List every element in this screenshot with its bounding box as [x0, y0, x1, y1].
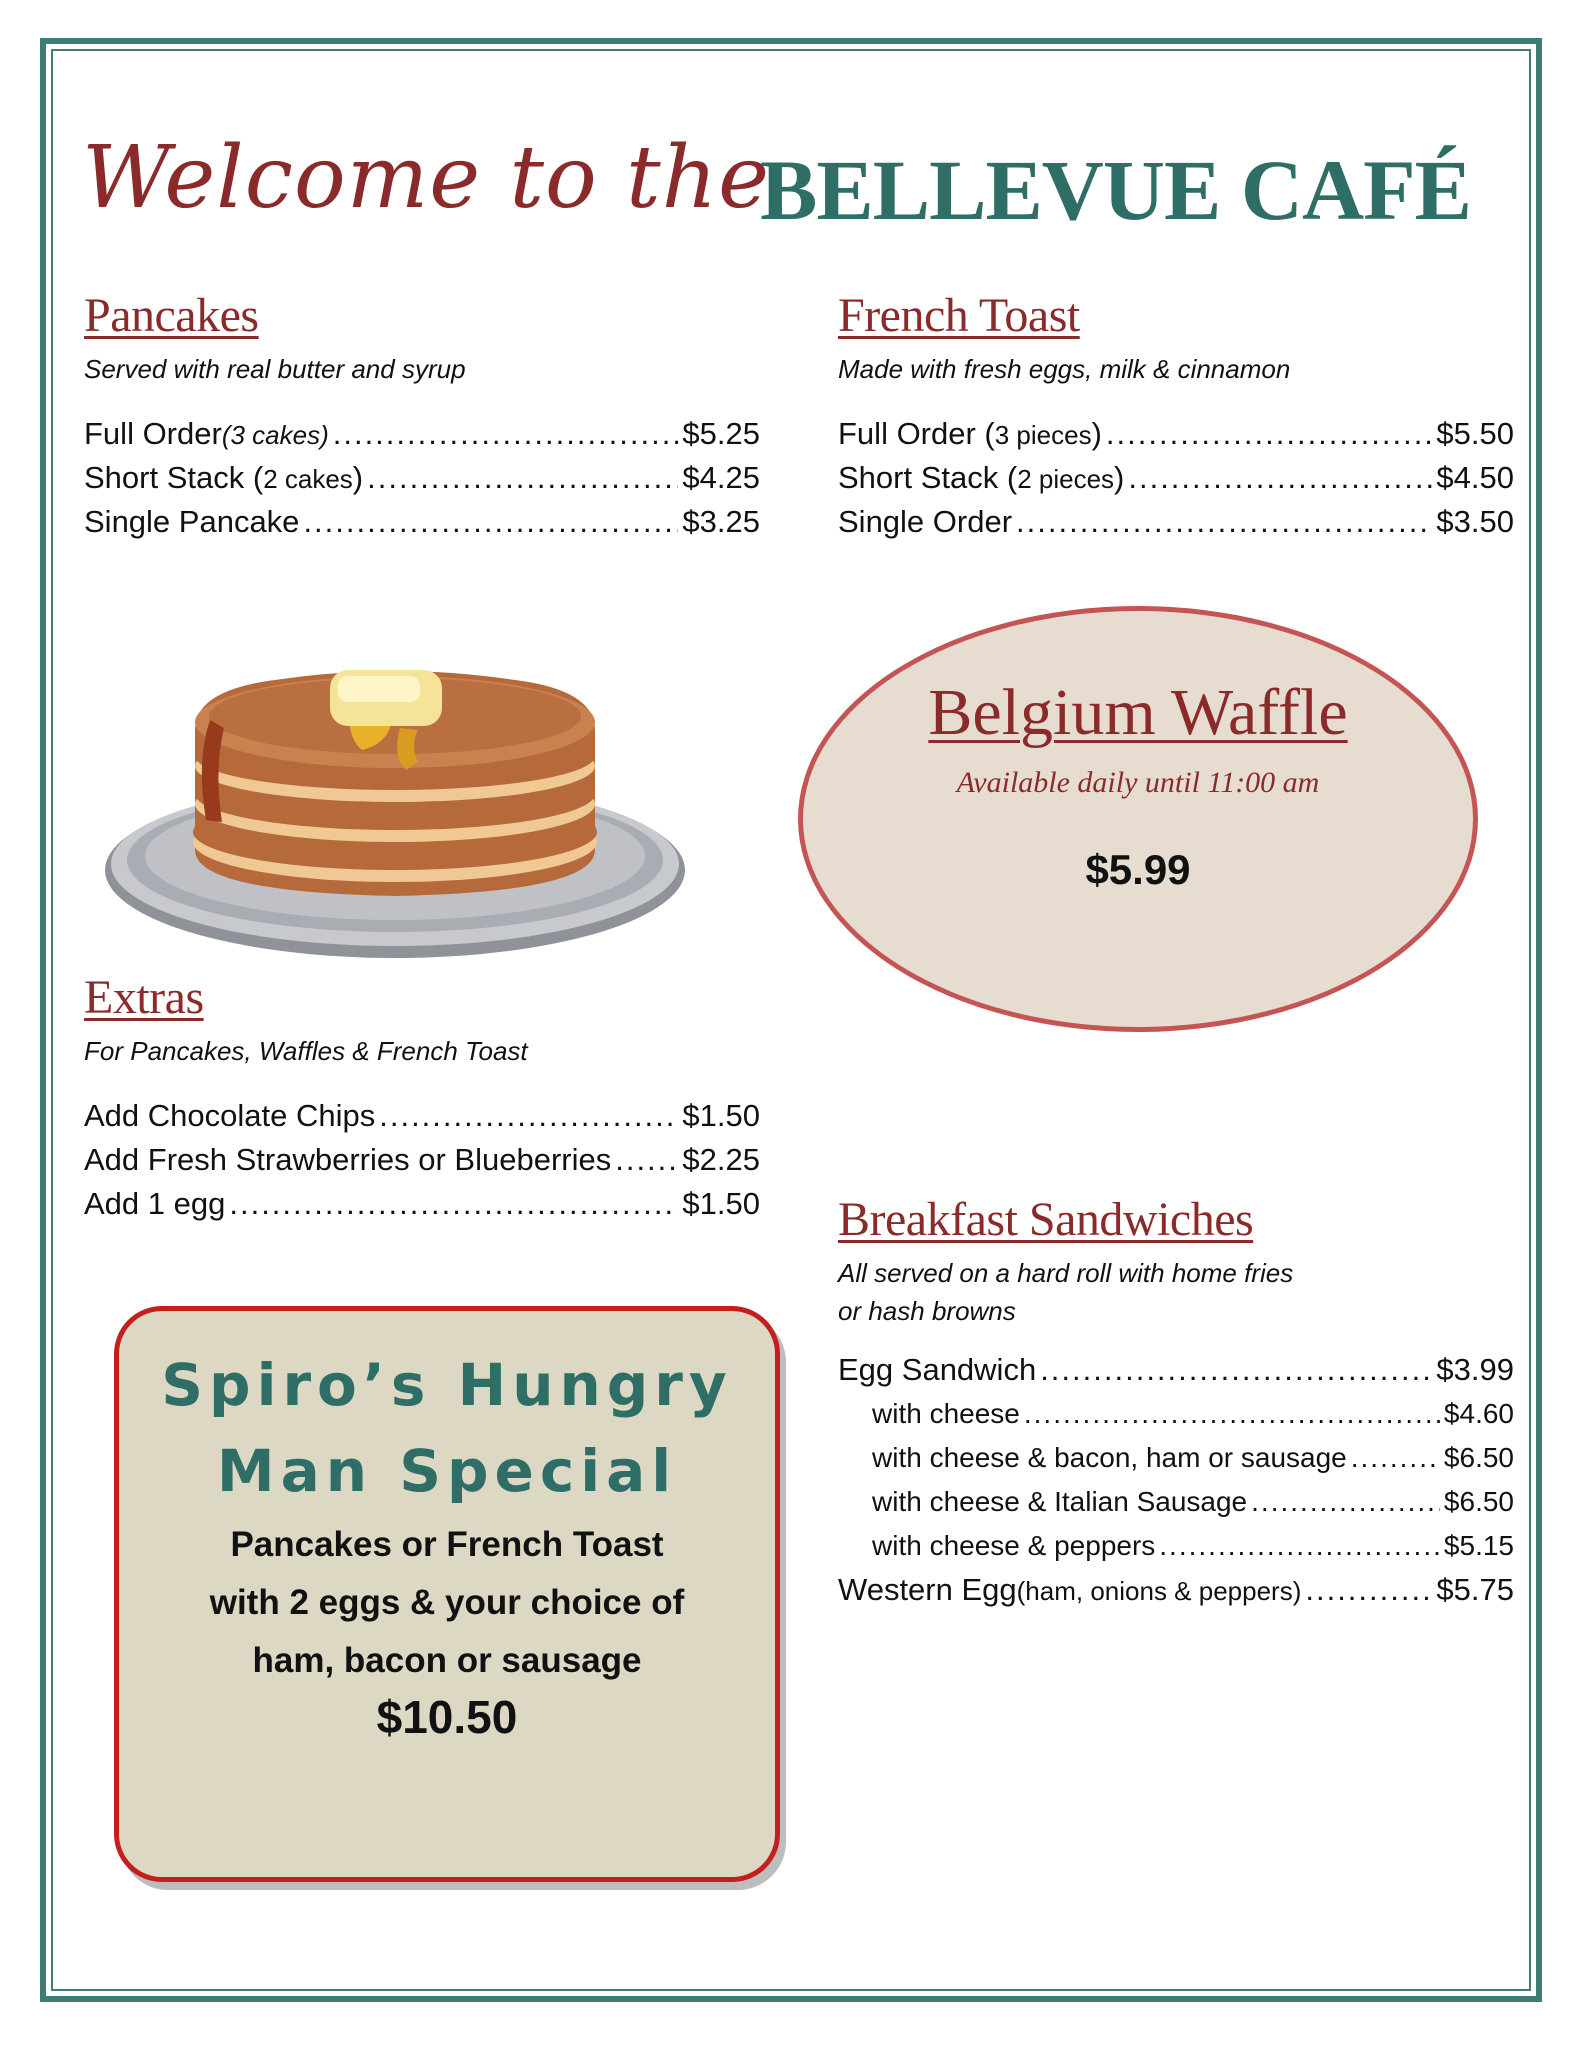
item-price: $5.25 — [682, 416, 760, 451]
menu-item — [84, 1182, 760, 1226]
menu-item — [838, 1436, 1514, 1480]
item-name: Short Stack ( — [84, 460, 264, 495]
cafe-name-heading: BELLEVUE CAFÉ — [760, 142, 1471, 238]
pancakes-subtitle: Served with real butter and syrup — [84, 354, 466, 384]
item-price: $2.25 — [682, 1142, 760, 1177]
leader-dots — [615, 1138, 678, 1182]
leader-dots — [367, 456, 678, 500]
sandwiches-subtitle-line: or hash browns — [838, 1296, 1016, 1326]
item-price: $6.50 — [1443, 1486, 1514, 1517]
item-detail: 3 pieces — [994, 420, 1092, 450]
waffle-oval — [798, 606, 1478, 1032]
item-price: $5.50 — [1436, 416, 1514, 451]
menu-item — [838, 500, 1514, 544]
leader-dots — [1128, 456, 1432, 500]
menu-item — [84, 1138, 760, 1182]
item-name-suffix: ) — [1091, 416, 1102, 451]
leader-dots — [1024, 1392, 1440, 1436]
sandwiches-list — [838, 1348, 1514, 1612]
item-name: Western Egg — [838, 1572, 1017, 1607]
leader-dots — [379, 1094, 678, 1138]
leader-dots — [1040, 1348, 1432, 1392]
leader-dots — [229, 1182, 678, 1226]
menu-item — [84, 1094, 760, 1138]
leader-dots — [1106, 412, 1433, 456]
item-name: with cheese & Italian Sausage — [872, 1486, 1248, 1517]
menu-item — [84, 412, 760, 456]
item-name: Add Chocolate Chips — [84, 1098, 376, 1133]
item-price: $5.15 — [1443, 1530, 1514, 1561]
special-description-line: Pancakes or French Toast — [230, 1525, 664, 1564]
item-name: Single Pancake — [84, 504, 300, 539]
special-description-line: with 2 eggs & your choice of — [209, 1583, 685, 1622]
item-price: $4.25 — [682, 460, 760, 495]
special-description — [114, 1516, 780, 1690]
pancakes-list — [84, 412, 760, 544]
item-name: Egg Sandwich — [838, 1352, 1037, 1387]
item-price: $5.75 — [1436, 1572, 1514, 1607]
menu-item — [838, 1392, 1514, 1436]
leader-dots — [1305, 1568, 1432, 1612]
item-price: $4.50 — [1436, 460, 1514, 495]
item-price: $3.50 — [1436, 504, 1514, 539]
item-name: Add 1 egg — [84, 1186, 226, 1221]
extras-subtitle: For Pancakes, Waffles & French Toast — [84, 1036, 528, 1066]
special-title-line: Spiro’s Hungry — [161, 1351, 733, 1419]
special-title — [114, 1342, 780, 1514]
item-price: $3.25 — [682, 504, 760, 539]
special-title-line: Man Special — [216, 1437, 678, 1505]
item-name: Add Fresh Strawberries or Blueberries — [84, 1142, 612, 1177]
special-description-line: ham, bacon or sausage — [252, 1641, 642, 1680]
item-detail: (3 cakes) — [221, 420, 329, 450]
item-name-suffix: ) — [352, 460, 364, 495]
menu-item — [84, 456, 760, 500]
menu-item — [84, 500, 760, 544]
menu-item — [838, 412, 1514, 456]
menu-item — [838, 1480, 1514, 1524]
item-name: Short Stack ( — [838, 460, 1018, 495]
pancakes-title: Pancakes — [84, 289, 259, 342]
item-name: Full Order ( — [838, 416, 995, 451]
item-name: with cheese — [872, 1398, 1020, 1429]
extras-title: Extras — [84, 971, 204, 1024]
waffle-title: Belgium Waffle — [928, 676, 1348, 749]
menu-item — [838, 1524, 1514, 1568]
menu-item — [838, 456, 1514, 500]
sandwiches-title: Breakfast Sandwiches — [838, 1193, 1254, 1246]
leader-dots — [1251, 1480, 1440, 1524]
item-name: Single Order — [838, 504, 1013, 539]
waffle-subtitle: Available daily until 11:00 am — [956, 766, 1320, 799]
item-name-suffix: ) — [1114, 460, 1125, 495]
sandwiches-subtitle-line: All served on a hard roll with home fries — [838, 1258, 1294, 1288]
leader-dots — [1016, 500, 1432, 544]
item-price: $6.50 — [1443, 1442, 1514, 1473]
waffle-price: $5.99 — [1085, 846, 1191, 893]
menu-item — [838, 1568, 1514, 1612]
item-detail: 2 pieces — [1017, 464, 1115, 494]
item-name: with cheese & peppers — [872, 1530, 1156, 1561]
item-price: $1.50 — [682, 1186, 760, 1221]
leader-dots — [333, 412, 679, 456]
extras-list — [84, 1094, 760, 1226]
item-detail: (ham, onions & peppers) — [1016, 1576, 1302, 1606]
french-toast-list — [838, 412, 1514, 544]
item-name: with cheese & bacon, ham or sausage — [872, 1442, 1347, 1473]
sandwiches-subtitle — [838, 1254, 1398, 1330]
special-price: $10.50 — [376, 1691, 518, 1743]
item-name: Full Order — [84, 416, 222, 451]
pancake-stack-illustration — [100, 610, 690, 960]
leader-dots — [1159, 1524, 1440, 1568]
welcome-heading: Welcome to the — [82, 128, 771, 228]
item-detail: 2 cakes — [263, 464, 353, 494]
item-price: $4.60 — [1443, 1398, 1514, 1429]
leader-dots — [303, 500, 678, 544]
item-price: $1.50 — [682, 1098, 760, 1133]
item-price: $3.99 — [1436, 1352, 1514, 1387]
french-toast-subtitle: Made with fresh eggs, milk & cinnamon — [838, 354, 1291, 384]
leader-dots — [1351, 1436, 1440, 1480]
french-toast-title: French Toast — [838, 289, 1080, 342]
menu-item — [838, 1348, 1514, 1392]
